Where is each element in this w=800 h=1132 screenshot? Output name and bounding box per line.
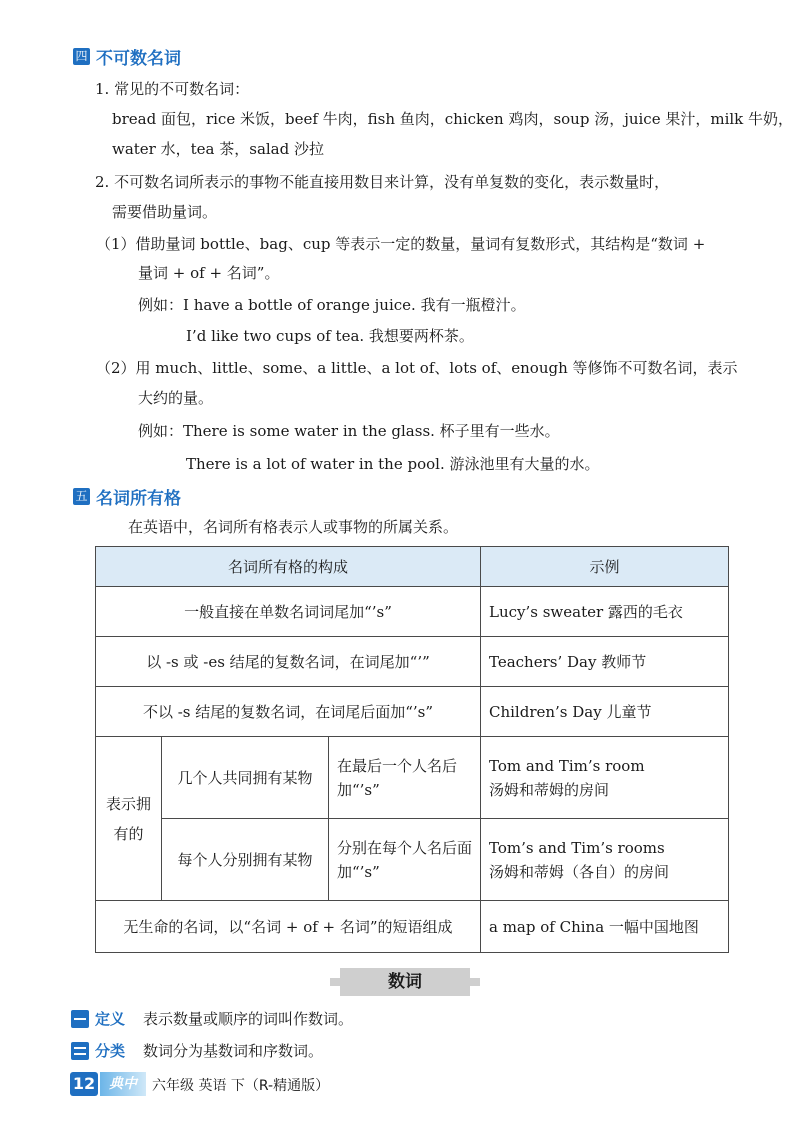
definition-label: 定义 <box>95 1010 126 1028</box>
one-stroke-icon <box>71 1010 89 1028</box>
section-4-badge: 四 <box>73 48 90 65</box>
section-5-badge: 五 <box>73 488 90 505</box>
table-row <box>96 737 729 819</box>
group-label: 表示拥有的 <box>96 737 162 901</box>
section-4-title: 不可数名词 <box>96 49 181 69</box>
sub-item-1-example-1: 例如：I have a bottle of orange juice. 我有一瓶橙汁。 <box>138 296 526 314</box>
row4-rule: 在最后一个人名后加“’s” <box>329 737 481 819</box>
section-5-title: 名词所有格 <box>96 489 181 509</box>
row5-example-zh: 汤姆和蒂姆（各自）的房间 <box>489 862 670 881</box>
table-header-row <box>96 547 729 587</box>
uncountable-item-2-line2: 需要借助量词。 <box>112 203 218 221</box>
row6-example: a map of China 一幅中国地图 <box>481 901 729 953</box>
table-row <box>96 587 729 637</box>
uncountable-examples-line1: bread 面包，rice 米饭，beef 牛肉，fish 鱼肉，chicken 鸡肉，soup 汤，juice 果汁，milk 牛奶， <box>112 110 794 128</box>
row3-example: Children’s Day 儿童节 <box>481 687 729 737</box>
row4-example-en: Tom and Tim’s room <box>489 756 645 775</box>
numerals-classification <box>71 1040 323 1061</box>
header-example: 示例 <box>481 547 729 587</box>
row2-example: Teachers’ Day 教师节 <box>481 637 729 687</box>
sub-item-2-line2: 大约的量。 <box>138 389 214 407</box>
sub-item-1-example-2: I’d like two cups of tea. 我想要两杯茶。 <box>186 327 474 345</box>
classification-label: 分类 <box>95 1042 126 1060</box>
page-number: 12 <box>70 1072 98 1096</box>
book-title: 六年级 英语 下（R-精通版） <box>152 1078 330 1094</box>
table-row <box>96 819 729 901</box>
row5-case: 每个人分别拥有某物 <box>162 819 329 901</box>
row5-example <box>481 819 729 901</box>
definition-text: 表示数量或顺序的词叫作数词。 <box>143 1010 354 1028</box>
row4-case: 几个人共同拥有某物 <box>162 737 329 819</box>
row3-rule: 不以 -s 结尾的复数名词，在词尾后面加“’s” <box>96 687 481 737</box>
two-stroke-icon <box>71 1042 89 1060</box>
table-row <box>96 637 729 687</box>
numerals-heading: 数词 <box>340 968 470 996</box>
row2-rule: 以 -s 或 -es 结尾的复数名词，在词尾加“’” <box>96 637 481 687</box>
numerals-definition <box>71 1008 353 1029</box>
table-row <box>96 687 729 737</box>
sub-item-1-line1: （1）借助量词 bottle、bag、cup 等表示一定的数量，量词有复数形式，其结构是“数词 + <box>96 235 706 253</box>
classification-text: 数词分为基数词和序数词。 <box>143 1042 324 1060</box>
sub-item-2-example-1: 例如：There is some water in the glass. 杯子里有一些水。 <box>138 422 560 440</box>
section-5-heading <box>73 484 181 509</box>
sub-item-2-example-2: There is a lot of water in the pool. 游泳池里有大量的水。 <box>186 455 600 473</box>
row5-example-en: Tom’s and Tim’s rooms <box>489 838 665 857</box>
row1-example: Lucy’s sweater 露西的毛衣 <box>481 587 729 637</box>
row4-example <box>481 737 729 819</box>
uncountable-item-2-line1: 2. 不可数名词所表示的事物不能直接用数目来计算，没有单复数的变化，表示数量时， <box>95 173 670 191</box>
possessive-intro: 在英语中，名词所有格表示人或事物的所属关系。 <box>128 518 459 536</box>
row4-example-zh: 汤姆和蒂姆的房间 <box>489 780 610 799</box>
row6-rule: 无生命的名词，以“名词 + of + 名词”的短语组成 <box>96 901 481 953</box>
uncountable-examples-line2: water 水，tea 茶，salad 沙拉 <box>112 140 324 158</box>
row5-rule: 分别在每个人名后面加“’s” <box>329 819 481 901</box>
table-row <box>96 901 729 953</box>
section-4-heading <box>73 44 181 69</box>
brand-logo: 典中 <box>100 1072 146 1096</box>
sub-item-1-line2: 量词 + of + 名词”。 <box>138 264 280 282</box>
sub-item-2-line1: （2）用 much、little、some、a little、a lot of、lots of、enough 等修饰不可数名词，表示 <box>96 359 738 377</box>
possessive-table <box>95 546 729 953</box>
uncountable-item-1: 1. 常见的不可数名词： <box>95 80 250 98</box>
row1-rule: 一般直接在单数名词词尾加“’s” <box>96 587 481 637</box>
header-formation: 名词所有格的构成 <box>96 547 481 587</box>
